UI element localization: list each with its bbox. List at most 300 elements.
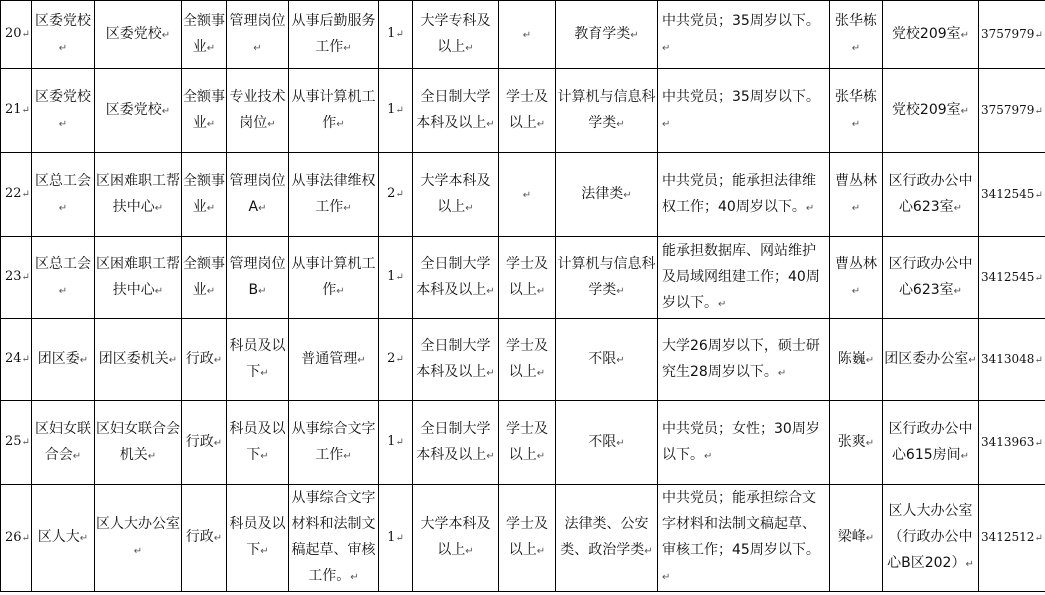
contact-person-cell — [830, 237, 883, 319]
phone-number-cell — [979, 319, 1045, 401]
paragraph-mark-icon: ↵ — [1034, 272, 1043, 284]
major: 不限 — [588, 350, 617, 367]
contact-person: 张华栋 — [835, 12, 877, 29]
unit-nature-cell — [182, 485, 227, 592]
degree: 学士及以上 — [506, 88, 548, 131]
table-row — [1, 485, 1045, 592]
address-cell — [883, 69, 979, 153]
hiring-unit-cell — [95, 319, 182, 401]
duty: 从事综合文字材料和法制文稿起草、审核工作。 — [291, 490, 376, 584]
duty: 从事计算机工作 — [291, 255, 376, 298]
row-number: 26 — [5, 529, 22, 545]
table-body — [1, 1, 1045, 592]
address-cell — [883, 319, 979, 401]
requirements-cell — [658, 1, 830, 69]
paragraph-mark-icon: ↵ — [1034, 354, 1043, 366]
paragraph-mark-icon: ↵ — [536, 450, 546, 462]
degree-cell — [499, 153, 556, 237]
paragraph-mark-icon: ↵ — [161, 29, 171, 41]
post-type-cell — [227, 237, 289, 319]
requirements-cell — [658, 153, 830, 237]
paragraph-mark-icon: ↵ — [72, 450, 82, 462]
post-type: 科员及以下 — [229, 516, 286, 558]
address: 区行政办公中心623室 — [888, 255, 973, 298]
contact-person: 陈巍 — [837, 350, 866, 367]
paragraph-mark-icon: ↵ — [522, 189, 532, 201]
row-number: 25 — [5, 434, 22, 449]
unit-nature: 全额事业 — [183, 255, 225, 298]
degree: 学士及以上 — [506, 255, 548, 298]
paragraph-mark-icon: ↵ — [662, 118, 671, 130]
major-cell — [556, 319, 658, 401]
paragraph-mark-icon: ↵ — [465, 42, 474, 54]
phone-number: 3757979 — [981, 26, 1035, 41]
hire-count: 1 — [387, 102, 396, 117]
duty: 从事综合文字工作 — [291, 420, 376, 463]
paragraph-mark-icon: ↵ — [616, 354, 625, 366]
department: 区委党校 — [35, 88, 91, 105]
paragraph-mark-icon: ↵ — [777, 367, 787, 379]
requirements: 中共党员；35周岁以下。 — [662, 88, 820, 105]
paragraph-mark-icon: ↵ — [865, 354, 875, 366]
paragraph-mark-icon: ↵ — [21, 437, 30, 448]
row-number-cell — [1, 69, 32, 153]
paragraph-mark-icon: ↵ — [1034, 437, 1043, 449]
paragraph-mark-icon: ↵ — [21, 29, 30, 40]
address-cell — [883, 485, 979, 592]
row-number-cell — [1, 153, 32, 237]
paragraph-mark-icon: ↵ — [395, 272, 404, 283]
post-type: 管理岗位A — [229, 172, 286, 215]
paragraph-mark-icon: ↵ — [147, 450, 157, 462]
contact-person-cell — [830, 401, 883, 485]
paragraph-mark-icon: ↵ — [865, 533, 875, 544]
degree-cell — [499, 319, 556, 401]
paragraph-mark-icon: ↵ — [133, 546, 143, 557]
major: 法律类 — [581, 185, 624, 202]
paragraph-mark-icon: ↵ — [260, 450, 269, 462]
paragraph-mark-icon: ↵ — [357, 354, 366, 366]
contact-person: 曹丛林 — [835, 255, 877, 272]
address: 团区委办公室 — [884, 350, 969, 367]
major: 不限 — [588, 433, 617, 450]
degree-cell — [499, 237, 556, 319]
hiring-unit-cell — [95, 153, 182, 237]
requirements: 大学26周岁以下，硕士研究生28周岁以下。 — [662, 337, 820, 380]
unit-nature-cell — [182, 237, 227, 319]
hire-count-cell — [379, 401, 413, 485]
paragraph-mark-icon: ↵ — [1034, 189, 1043, 201]
paragraph-mark-icon: ↵ — [21, 105, 30, 116]
paragraph-mark-icon: ↵ — [851, 202, 861, 214]
major: 教育学类 — [574, 25, 631, 42]
paragraph-mark-icon: ↵ — [536, 285, 546, 297]
hiring-unit-cell — [95, 401, 182, 485]
phone-number: 3757979 — [981, 102, 1035, 117]
department-cell — [32, 319, 95, 401]
phone-number-cell — [979, 69, 1045, 153]
paragraph-mark-icon: ↵ — [395, 105, 404, 116]
hire-count-cell — [379, 153, 413, 237]
paragraph-mark-icon: ↵ — [960, 450, 970, 462]
paragraph-mark-icon: ↵ — [522, 29, 532, 41]
paragraph-mark-icon: ↵ — [343, 42, 352, 54]
department: 区委党校 — [35, 12, 91, 29]
paragraph-mark-icon: ↵ — [21, 272, 30, 283]
hiring-unit: 区妇女联合会机关 — [96, 420, 180, 463]
post-type: 科员及以下 — [229, 420, 286, 463]
paragraph-mark-icon: ↵ — [616, 118, 625, 130]
department: 区总工会 — [35, 255, 91, 272]
table-row — [1, 401, 1045, 485]
post-type-cell — [227, 69, 289, 153]
contact-person-cell — [830, 485, 883, 592]
major-cell — [556, 1, 658, 69]
paragraph-mark-icon: ↵ — [21, 532, 30, 544]
post-type-cell — [227, 401, 289, 485]
phone-number: 3412512 — [981, 530, 1035, 544]
paragraph-mark-icon: ↵ — [258, 285, 267, 297]
paragraph-mark-icon: ↵ — [536, 118, 546, 130]
unit-nature-cell — [182, 153, 227, 237]
paragraph-mark-icon: ↵ — [260, 367, 269, 379]
education: 大学本科及以上 — [420, 172, 491, 215]
requirements: 中共党员；能承担综合文字材料和法制文稿起草、审核工作；45周岁以下。 — [662, 490, 820, 558]
phone-number-cell — [979, 1, 1045, 69]
address-cell — [883, 153, 979, 237]
paragraph-mark-icon: ↵ — [395, 354, 404, 365]
duty: 从事后勤服务工作 — [291, 12, 376, 55]
table-row — [1, 153, 1045, 237]
address-cell — [883, 401, 979, 485]
paragraph-mark-icon: ↵ — [206, 118, 216, 130]
paragraph-mark-icon: ↵ — [486, 367, 495, 379]
education-cell — [413, 153, 499, 237]
hire-count-cell — [379, 319, 413, 401]
paragraph-mark-icon: ↵ — [616, 285, 625, 297]
row-number: 21 — [5, 102, 22, 117]
paragraph-mark-icon: ↵ — [395, 29, 404, 40]
paragraph-mark-icon: ↵ — [161, 105, 171, 117]
paragraph-mark-icon: ↵ — [704, 450, 713, 462]
unit-nature: 行政 — [185, 433, 214, 450]
education: 全日制大学本科及以上 — [416, 255, 491, 298]
row-number-cell — [1, 401, 32, 485]
phone-number: 3413048 — [981, 351, 1035, 366]
paragraph-mark-icon: ↵ — [343, 202, 352, 214]
duty: 从事法律维权工作 — [291, 172, 376, 215]
paragraph-mark-icon: ↵ — [343, 450, 352, 462]
address: 区行政办公中心615房间 — [888, 420, 973, 463]
department: 团区委 — [37, 350, 80, 367]
paragraph-mark-icon: ↵ — [616, 437, 625, 449]
unit-nature: 行政 — [185, 350, 214, 367]
post-type: 管理岗位B — [229, 255, 286, 298]
paragraph-mark-icon: ↵ — [953, 285, 963, 297]
unit-nature-cell — [182, 1, 227, 69]
paragraph-mark-icon: ↵ — [58, 202, 68, 214]
paragraph-mark-icon: ↵ — [58, 118, 68, 130]
paragraph-mark-icon: ↵ — [536, 546, 546, 557]
duty-cell — [289, 485, 379, 592]
paragraph-mark-icon: ↵ — [253, 42, 262, 54]
requirements-cell — [658, 401, 830, 485]
paragraph-mark-icon: ↵ — [21, 189, 30, 200]
major-cell — [556, 401, 658, 485]
hire-count-cell — [379, 485, 413, 592]
paragraph-mark-icon: ↵ — [395, 189, 404, 200]
requirements-cell — [658, 237, 830, 319]
department: 区总工会 — [35, 172, 91, 189]
table-row — [1, 319, 1045, 401]
paragraph-mark-icon: ↵ — [395, 437, 404, 448]
unit-nature: 全额事业 — [183, 88, 225, 131]
contact-person: 张爽 — [837, 433, 866, 450]
post-type: 专业技术岗位 — [229, 88, 286, 131]
hiring-unit-cell — [95, 485, 182, 592]
row-number-cell — [1, 237, 32, 319]
paragraph-mark-icon: ↵ — [154, 285, 164, 297]
degree-cell — [499, 69, 556, 153]
hire-count: 2 — [387, 186, 396, 201]
major-cell — [556, 485, 658, 592]
paragraph-mark-icon: ↵ — [865, 437, 875, 449]
degree-cell — [499, 1, 556, 69]
contact-person-cell — [830, 319, 883, 401]
paragraph-mark-icon: ↵ — [960, 29, 970, 41]
paragraph-mark-icon: ↵ — [336, 118, 345, 130]
table-row — [1, 69, 1045, 153]
address-cell — [883, 1, 979, 69]
paragraph-mark-icon: ↵ — [465, 546, 474, 557]
duty-cell — [289, 401, 379, 485]
education-cell — [413, 1, 499, 69]
education-cell — [413, 401, 499, 485]
degree-cell — [499, 401, 556, 485]
unit-nature-cell — [182, 401, 227, 485]
education-cell — [413, 319, 499, 401]
address: 区行政办公中心623室 — [888, 172, 973, 215]
phone-number: 3413963 — [981, 434, 1035, 449]
address: 党校209室 — [891, 25, 961, 42]
unit-nature: 全额事业 — [183, 12, 225, 55]
paragraph-mark-icon: ↵ — [206, 42, 216, 54]
major: 法律类、公安类、政治学类 — [560, 516, 649, 558]
row-number: 22 — [5, 186, 22, 201]
unit-nature-cell — [182, 319, 227, 401]
paragraph-mark-icon: ↵ — [623, 189, 632, 201]
hiring-unit: 区委党校 — [105, 101, 162, 118]
major-cell — [556, 69, 658, 153]
paragraph-mark-icon: ↵ — [336, 285, 345, 297]
major: 计算机与信息科学类 — [557, 88, 656, 131]
row-number: 20 — [5, 26, 22, 41]
department: 区人大 — [37, 529, 80, 545]
major: 计算机与信息科学类 — [557, 255, 656, 298]
education-cell — [413, 69, 499, 153]
paragraph-mark-icon: ↵ — [1034, 533, 1043, 544]
department-cell — [32, 237, 95, 319]
paragraph-mark-icon: ↵ — [395, 532, 404, 544]
duty: 从事计算机工作 — [291, 88, 376, 131]
requirements-cell — [658, 69, 830, 153]
hiring-unit: 区人大办公室 — [96, 516, 180, 532]
hiring-unit-cell — [95, 69, 182, 153]
hire-count: 1 — [387, 434, 396, 449]
degree: 学士及以上 — [506, 420, 548, 463]
paragraph-mark-icon: ↵ — [965, 559, 974, 570]
requirements: 中共党员；能承担法律维权工作；40周岁以下。 — [662, 172, 816, 215]
paragraph-mark-icon: ↵ — [350, 572, 359, 583]
paragraph-mark-icon: ↵ — [851, 285, 861, 297]
degree-cell — [499, 485, 556, 592]
row-number-cell — [1, 1, 32, 69]
duty-cell — [289, 153, 379, 237]
paragraph-mark-icon: ↵ — [21, 354, 30, 365]
contact-person: 梁峰 — [837, 529, 866, 545]
paragraph-mark-icon: ↵ — [960, 105, 970, 117]
paragraph-mark-icon: ↵ — [79, 354, 89, 366]
paragraph-mark-icon: ↵ — [851, 118, 861, 130]
paragraph-mark-icon: ↵ — [58, 285, 68, 297]
address-cell — [883, 237, 979, 319]
duty-cell — [289, 69, 379, 153]
contact-person: 曹丛林 — [835, 172, 877, 189]
paragraph-mark-icon: ↵ — [260, 546, 269, 557]
paragraph-mark-icon: ↵ — [206, 285, 216, 297]
unit-nature-cell — [182, 69, 227, 153]
hire-count: 1 — [387, 529, 396, 545]
paragraph-mark-icon: ↵ — [213, 354, 223, 366]
education: 大学本科及以上 — [420, 516, 491, 558]
phone-number-cell — [979, 153, 1045, 237]
duty-cell — [289, 319, 379, 401]
post-type-cell — [227, 1, 289, 69]
post-type-cell — [227, 485, 289, 592]
post-type: 管理岗位 — [229, 12, 286, 29]
duty-cell — [289, 237, 379, 319]
department-cell — [32, 485, 95, 592]
hiring-unit-cell — [95, 237, 182, 319]
department-cell — [32, 153, 95, 237]
post-type-cell — [227, 319, 289, 401]
education: 全日制大学本科及以上 — [416, 420, 491, 463]
paragraph-mark-icon: ↵ — [968, 354, 977, 366]
paragraph-mark-icon: ↵ — [486, 285, 495, 297]
department: 区妇女联合会 — [35, 420, 91, 463]
requirements: 中共党员；35周岁以下。 — [662, 12, 820, 29]
contact-person-cell — [830, 69, 883, 153]
paragraph-mark-icon: ↵ — [58, 42, 68, 54]
paragraph-mark-icon: ↵ — [1034, 29, 1043, 41]
duty-cell — [289, 1, 379, 69]
paragraph-mark-icon: ↵ — [154, 202, 164, 214]
row-number-cell — [1, 319, 32, 401]
paragraph-mark-icon: ↵ — [206, 202, 216, 214]
hiring-unit: 区困难职工帮扶中心 — [96, 255, 180, 298]
paragraph-mark-icon: ↵ — [644, 546, 653, 557]
degree: 学士及以上 — [506, 337, 548, 380]
hire-count-cell — [379, 69, 413, 153]
contact-person: 张华栋 — [835, 88, 877, 105]
phone-number-cell — [979, 237, 1045, 319]
requirements-cell — [658, 485, 830, 592]
post-type-cell — [227, 153, 289, 237]
address: 区人大办公室（行政办公中心B区202） — [887, 503, 973, 571]
paragraph-mark-icon: ↵ — [662, 42, 671, 54]
phone-number-cell — [979, 485, 1045, 592]
hire-count-cell — [379, 1, 413, 69]
education: 大学专科及以上 — [420, 12, 491, 55]
address: 党校209室 — [891, 101, 961, 118]
education-cell — [413, 237, 499, 319]
hiring-unit: 团区委机关 — [98, 350, 169, 367]
contact-person-cell — [830, 1, 883, 69]
department-cell — [32, 1, 95, 69]
hiring-unit: 区困难职工帮扶中心 — [96, 172, 180, 215]
requirements: 能承担数据库、网站维护及局域网组建工作；40周岁以下。 — [662, 242, 820, 311]
hiring-unit: 区委党校 — [105, 25, 162, 42]
department-cell — [32, 69, 95, 153]
paragraph-mark-icon: ↵ — [805, 202, 815, 214]
paragraph-mark-icon: ↵ — [662, 572, 671, 583]
major-cell — [556, 237, 658, 319]
table-row — [1, 1, 1045, 69]
phone-number: 3412545 — [981, 186, 1035, 201]
hire-count: 2 — [387, 351, 396, 366]
hire-count: 1 — [387, 269, 396, 284]
phone-number: 3412545 — [981, 269, 1035, 284]
education: 全日制大学本科及以上 — [416, 88, 491, 131]
requirements-cell — [658, 319, 830, 401]
department-cell — [32, 401, 95, 485]
paragraph-mark-icon: ↵ — [465, 202, 474, 214]
hire-count: 1 — [387, 26, 396, 41]
paragraph-mark-icon: ↵ — [79, 533, 89, 544]
paragraph-mark-icon: ↵ — [851, 42, 861, 54]
contact-person-cell — [830, 153, 883, 237]
unit-nature: 行政 — [185, 529, 214, 545]
paragraph-mark-icon: ↵ — [213, 437, 223, 449]
paragraph-mark-icon: ↵ — [718, 298, 727, 310]
paragraph-mark-icon: ↵ — [213, 533, 223, 544]
paragraph-mark-icon: ↵ — [630, 29, 639, 41]
paragraph-mark-icon: ↵ — [1034, 105, 1043, 117]
paragraph-mark-icon: ↵ — [267, 118, 276, 130]
education-cell — [413, 485, 499, 592]
paragraph-mark-icon: ↵ — [536, 367, 546, 379]
requirements: 中共党员；女性；30周岁以下。 — [662, 420, 820, 463]
phone-number-cell — [979, 401, 1045, 485]
row-number: 23 — [5, 269, 22, 284]
degree: 学士及以上 — [506, 516, 548, 558]
table-row — [1, 237, 1045, 319]
major-cell — [556, 153, 658, 237]
education: 全日制大学本科及以上 — [416, 337, 491, 380]
unit-nature: 全额事业 — [183, 172, 225, 215]
row-number-cell — [1, 485, 32, 592]
paragraph-mark-icon: ↵ — [258, 202, 267, 214]
paragraph-mark-icon: ↵ — [486, 450, 495, 462]
row-number: 24 — [5, 351, 22, 366]
duty: 普通管理 — [301, 350, 358, 367]
hire-count-cell — [379, 237, 413, 319]
post-type: 科员及以下 — [229, 337, 286, 380]
paragraph-mark-icon: ↵ — [486, 118, 495, 130]
paragraph-mark-icon: ↵ — [168, 354, 178, 366]
hiring-unit-cell — [95, 1, 182, 69]
paragraph-mark-icon: ↵ — [953, 202, 963, 214]
